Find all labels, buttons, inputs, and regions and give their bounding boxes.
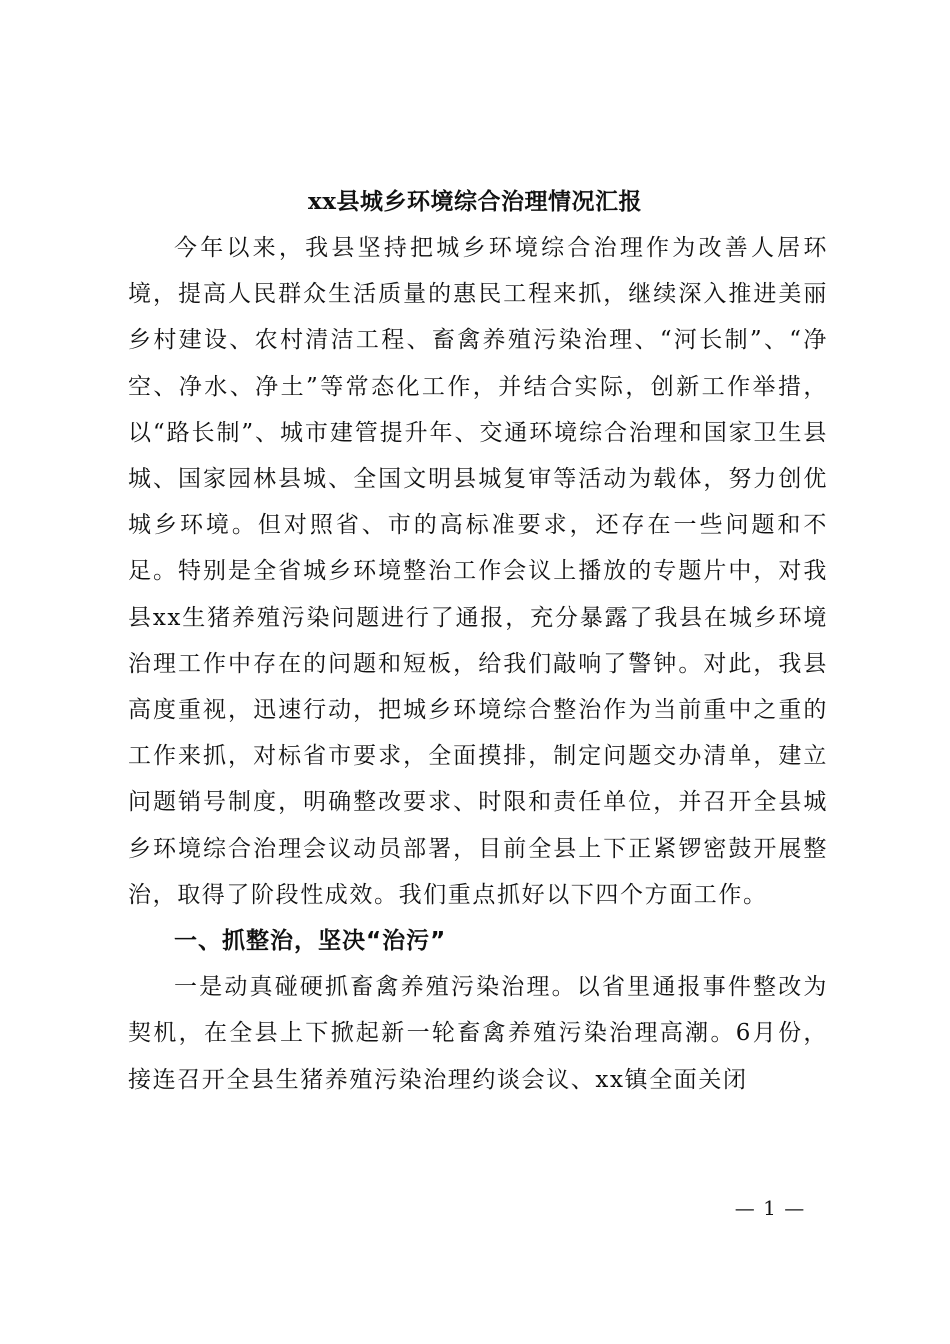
document-title: xx县城乡环境综合治理情况汇报: [308, 188, 642, 215]
section-heading: 一、抓整治，坚决“治污”: [174, 928, 447, 955]
section-paragraph: 一是动真碰硬抓畜禽养殖污染治理。以省里通报事件整改为契机，在全县上下掀起新一轮畜禽养殖污染治理高潮。6月份，接连召开全县生猪养殖污染治理约谈会议、xx镇全面关闭: [128, 974, 828, 1093]
document-body: [128, 225, 828, 1103]
intro-paragraph: 今年以来，我县坚持把城乡环境综合治理作为改善人居环境，提高人民群众生活质量的惠民工程来抓，继续深入推进美丽乡村建设、农村清洁工程、畜禽养殖污染治理、“河长制”、“净空、净水、净土”等常态化工作，并结合实际，创新工作举措，以“路长制”、城市建管提升年、交通环境综合治理和国家卫生县城、国家园林县城、全国文明县城复审等活动为载体，努力创优城乡环境。但对照省、市的高标准要求，还存在一些问题和不足。特别是全省城乡环境整治工作会议上播放的专题片中，对我县xx生猪养殖污染问题进行了通报，充分暴露了我县在城乡环境治理工作中存在的问题和短板，给我们敲响了警钟。对此，我县高度重视，迅速行动，把城乡环境综合整治作为当前重中之重的工作来抓，对标省市要求，全面摸排，制定问题交办清单，建立问题销号制度，明确整改要求、时限和责任单位，并召开全县城乡环境综合治理会议动员部署，目前全县上下正紧锣密鼓开展整治，取得了阶段性成效。我们重点抓好以下四个方面工作。: [128, 235, 828, 908]
page-number: — 1 —: [734, 1196, 806, 1220]
